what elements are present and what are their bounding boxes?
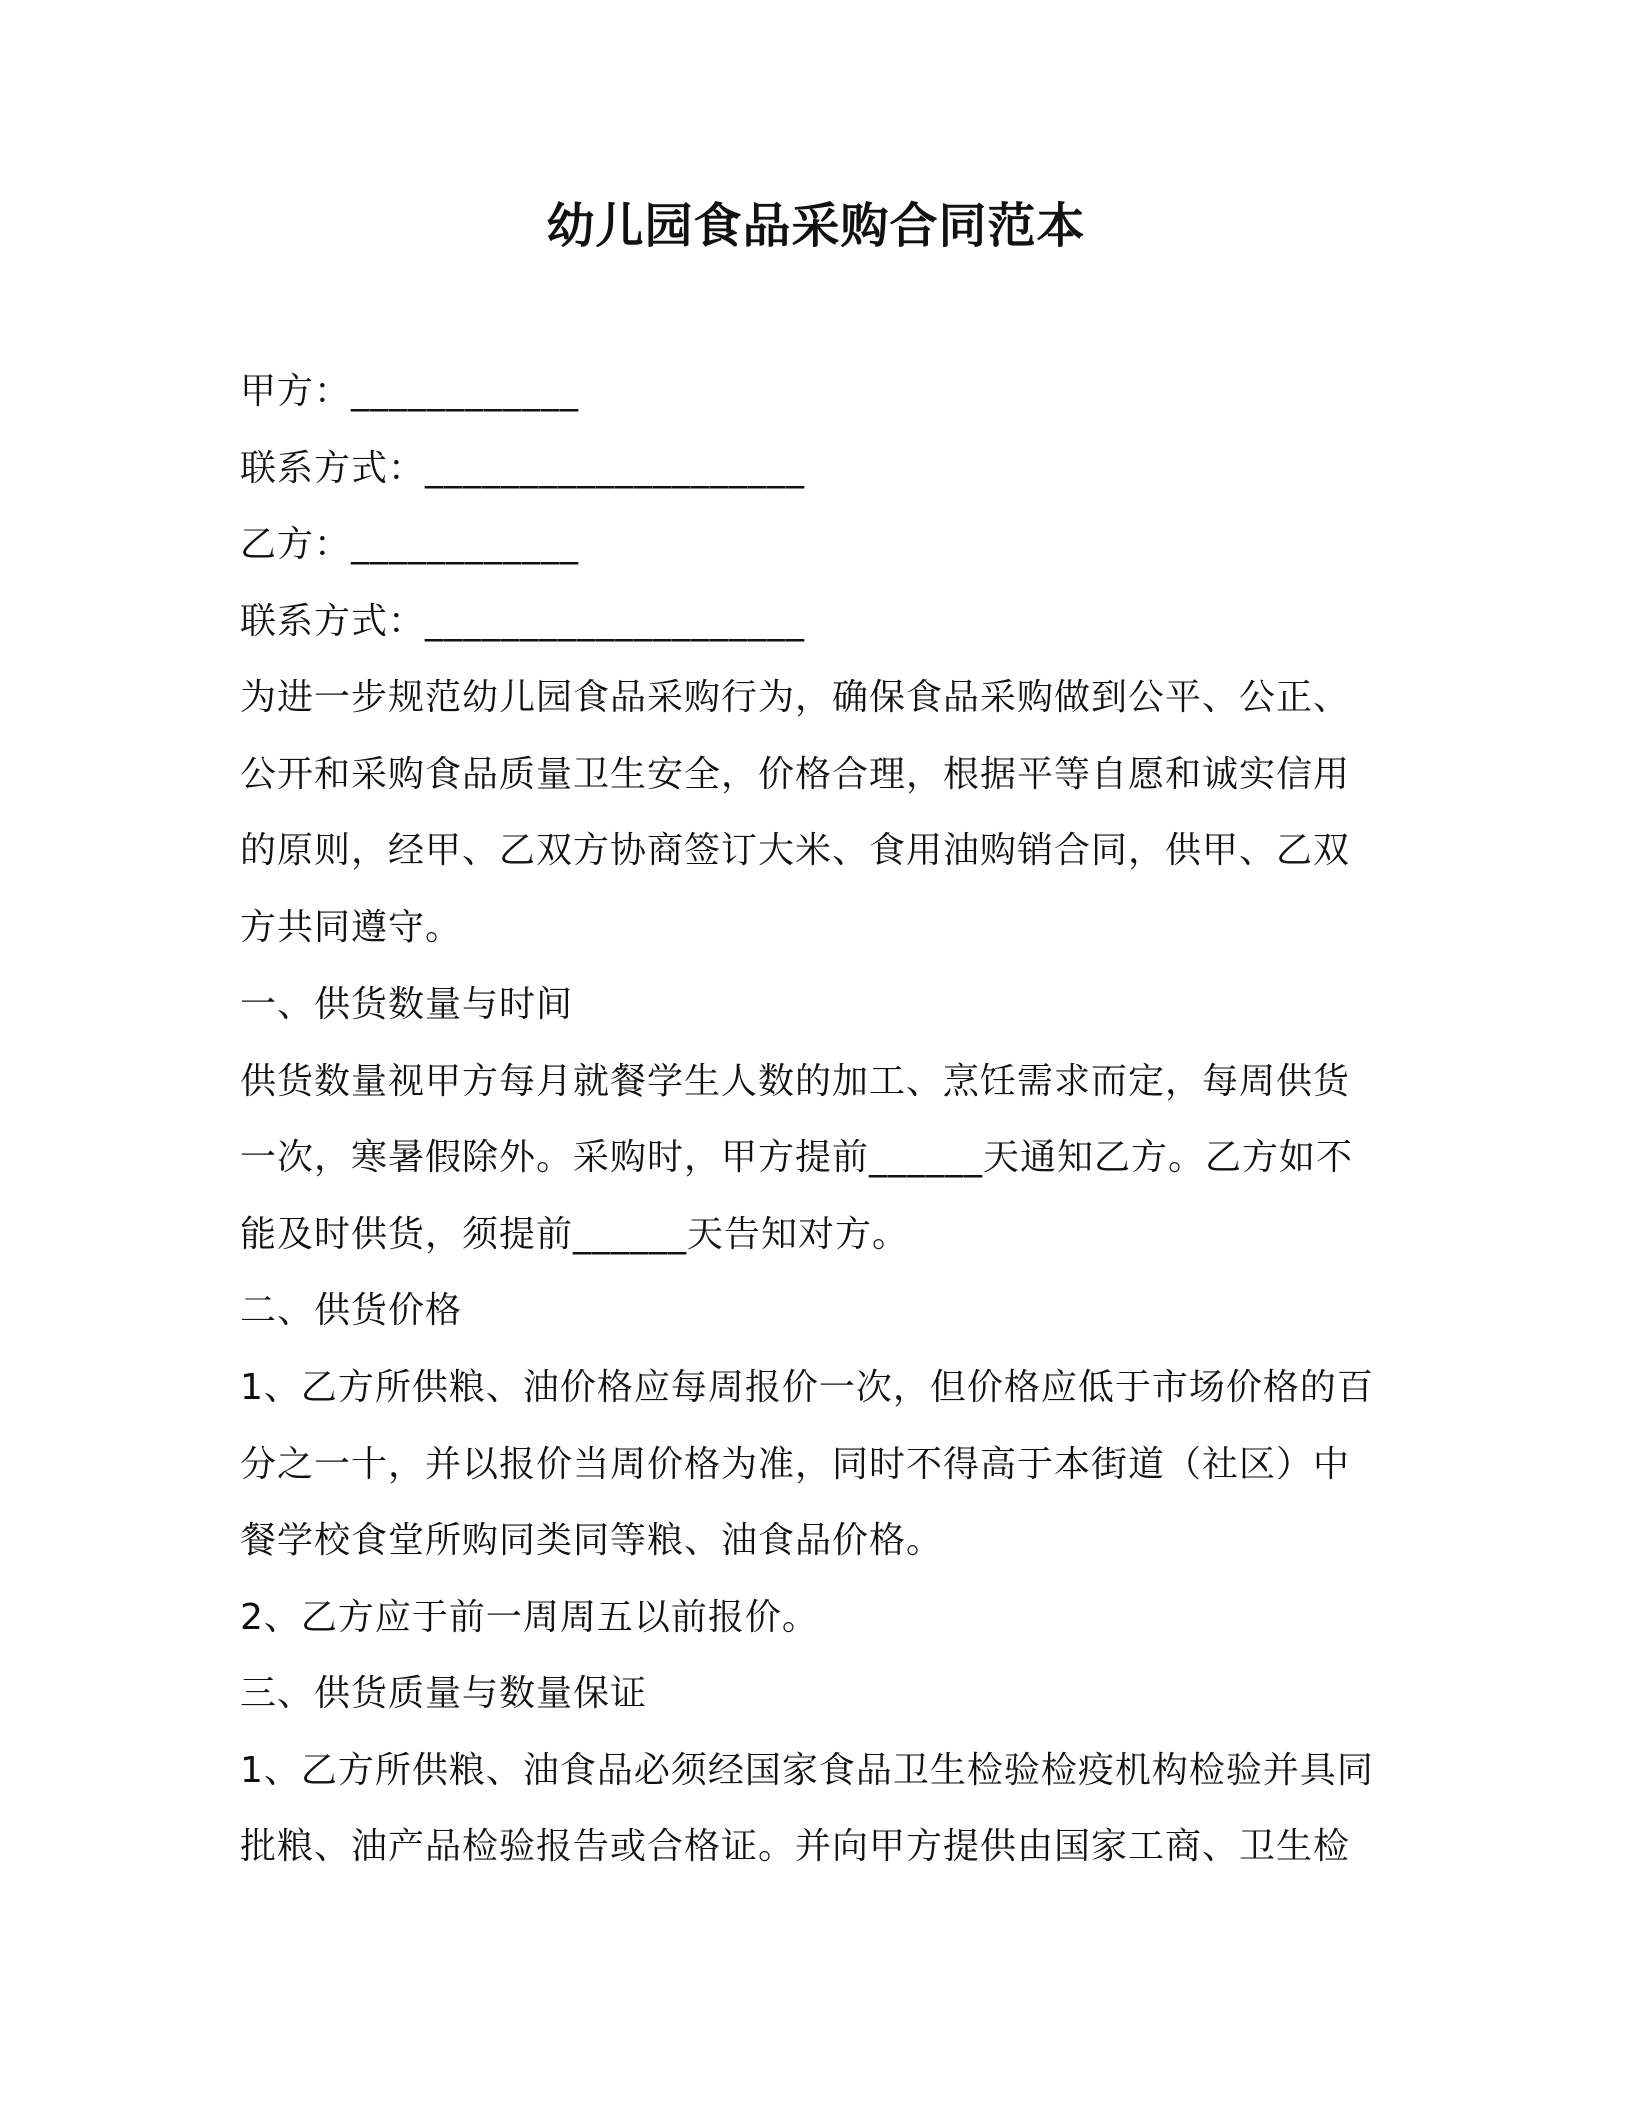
section-heading: 二、供货价格 xyxy=(240,1290,463,1331)
body-line: 餐学校食堂所购同类同等粮、油食品价格。 xyxy=(240,1520,944,1561)
body-line: 供货数量视甲方每月就餐学生人数的加工、烹饪需求而定，每周供货 xyxy=(240,1061,1351,1102)
body-line: 批粮、油产品检验报告或合格证。并向甲方提供由国家工商、卫生检 xyxy=(240,1826,1351,1867)
body-line: 为进一步规范幼儿园食品采购行为，确保食品采购做到公平、公正、 xyxy=(240,677,1351,718)
party-a-line: 甲方：____________ xyxy=(240,371,580,412)
body-line: 方共同遵守。 xyxy=(240,907,463,948)
body-line: 的原则，经甲、乙双方协商签订大米、食用油购销合同，供甲、乙双 xyxy=(240,830,1351,871)
party-b-contact-line: 联系方式：____________________ xyxy=(240,601,806,642)
body-line: 1、乙方所供粮、油食品必须经国家食品卫生检验检疫机构检验并具同 xyxy=(240,1750,1374,1791)
section-heading: 一、供货数量与时间 xyxy=(240,984,574,1025)
body-line: 一次，寒暑假除外。采购时，甲方提前______天通知乙方。乙方如不 xyxy=(240,1137,1354,1178)
party-b-line: 乙方：____________ xyxy=(240,524,580,565)
body-line: 公开和采购食品质量卫生安全，价格合理，根据平等自愿和诚实信用 xyxy=(240,754,1351,795)
body-line: 2、乙方应于前一周周五以前报价。 xyxy=(240,1597,819,1638)
body-line: 能及时供货，须提前______天告知对方。 xyxy=(240,1214,910,1255)
body-line: 分之一十，并以报价当周价格为准，同时不得高于本街道（社区）中 xyxy=(240,1444,1351,1485)
document-title: 幼儿园食品采购合同范本 xyxy=(546,198,1086,254)
body-line: 1、乙方所供粮、油价格应每周报价一次，但价格应低于市场价格的百 xyxy=(240,1367,1374,1408)
section-heading: 三、供货质量与数量保证 xyxy=(240,1673,648,1714)
party-a-contact-line: 联系方式：____________________ xyxy=(240,448,806,489)
